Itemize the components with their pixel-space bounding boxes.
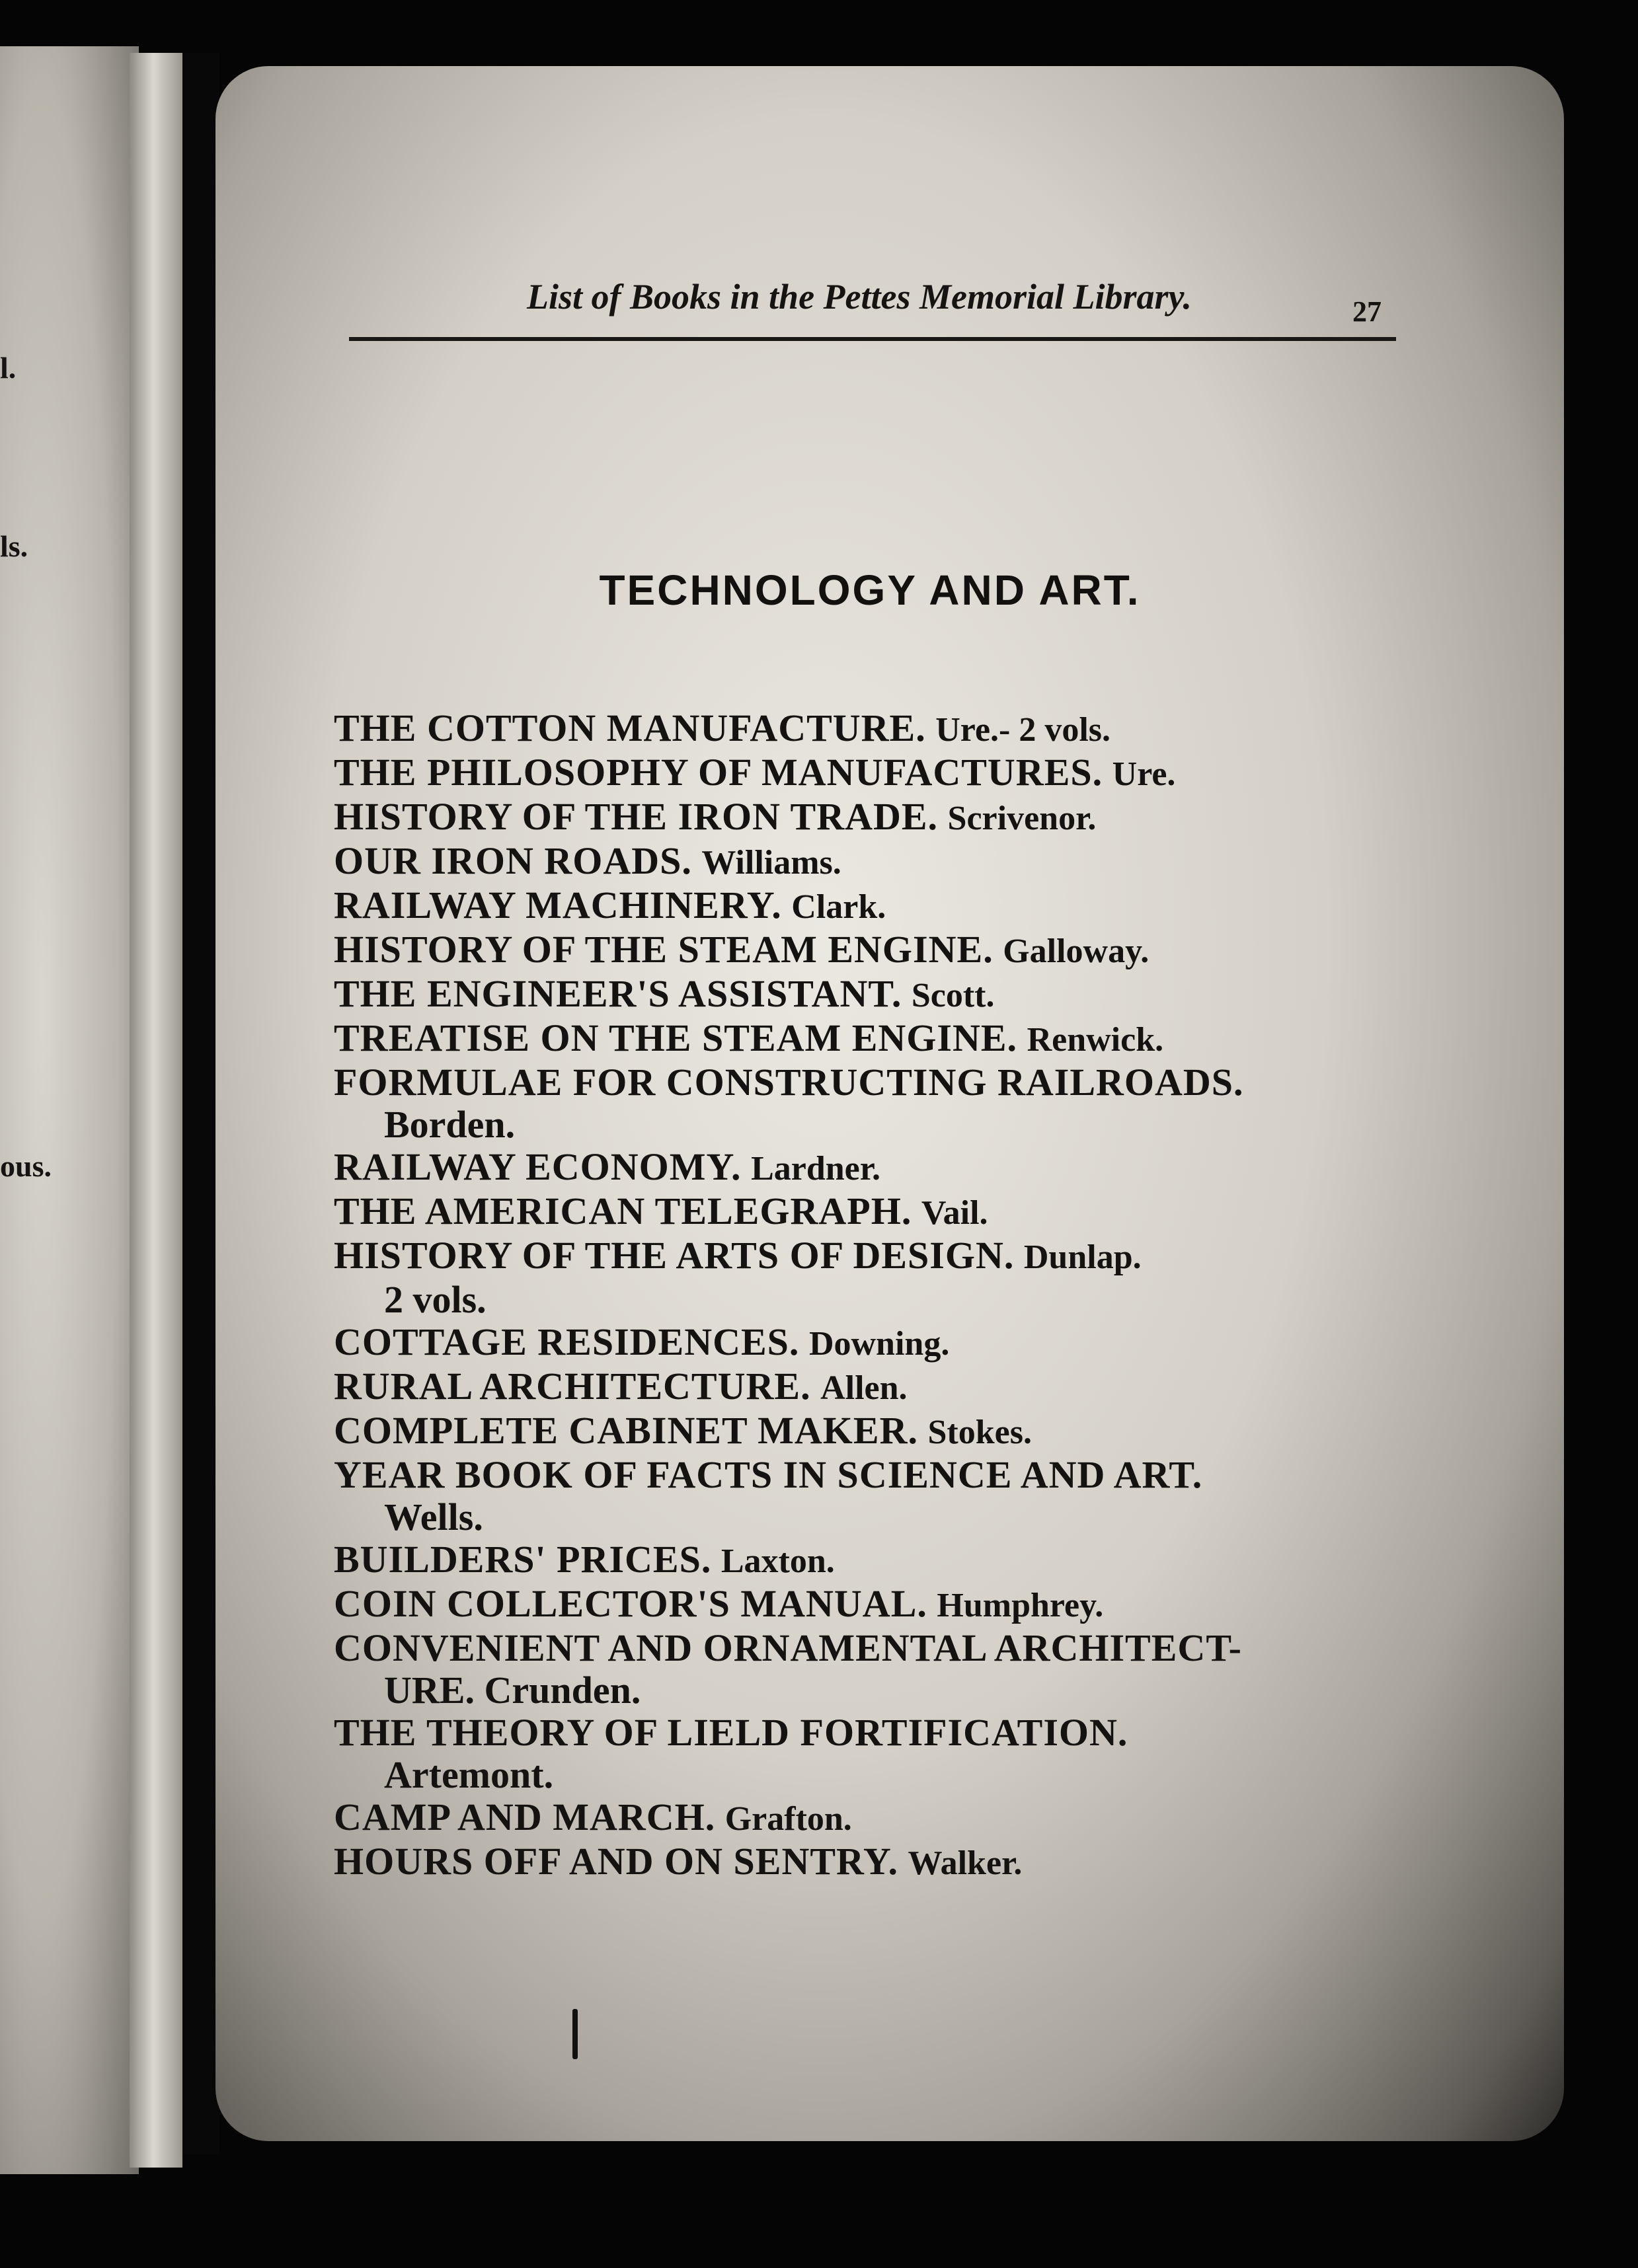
book-title: FORMULAE FOR CONSTRUCTING RAILROADS. [334,1061,1244,1104]
book-author: Grafton. [724,1800,852,1838]
left-page-fragment: ls. [0,529,28,563]
book-author: Dunlap. [1023,1238,1142,1276]
book-title: THE AMERICAN TELEGRAPH. [334,1190,912,1232]
book-title: HISTORY OF THE ARTS OF DESIGN. [334,1234,1015,1277]
book-entry [334,1538,1405,1583]
book-author: Renwick. [1027,1021,1164,1059]
book-author: Clark. [791,888,886,926]
book-entry [334,884,1405,928]
page-number: 27 [1352,295,1382,328]
book-author: Ure. [1112,755,1176,793]
book-entry [334,1061,1405,1104]
book-entry [334,1583,1405,1627]
book-entry-continuation: 2 vols. [384,1278,487,1321]
book-author: Scott. [911,977,995,1014]
book-entry [334,707,1405,751]
book-author: Walker. [908,1844,1023,1882]
book-entry [334,1796,1405,1840]
left-page-edge [0,46,139,2174]
book-author: Humphrey. [937,1587,1104,1624]
book-title: THE COTTON MANUFACTURE. [334,706,926,749]
book-entry-continuation: Artemont. [384,1753,554,1796]
book-author: Allen. [820,1369,908,1407]
book-entry [334,1410,1405,1454]
book-title: HISTORY OF THE STEAM ENGINE. [334,928,994,971]
left-page-fragment: l. [0,351,17,385]
book-author: Downing. [808,1325,950,1363]
section-heading: TECHNOLOGY AND ART. [599,566,1141,614]
book-author: Ure.- 2 vols. [935,711,1111,749]
book-author: Lardner. [751,1150,881,1188]
book-title: COIN COLLECTOR'S MANUAL. [334,1582,927,1625]
book-title: BUILDERS' PRICES. [334,1538,712,1581]
book-entry [334,796,1405,840]
header-rule [349,337,1396,341]
book-title: THE ENGINEER'S ASSISTANT. [334,972,902,1015]
book-entry [334,1454,1405,1496]
book-entry [334,1234,1405,1279]
book-entry [334,928,1405,973]
book-title: HISTORY OF THE IRON TRADE. [334,795,939,838]
left-page-fragment: ous. [0,1149,52,1183]
book-title: OUR IRON ROADS. [334,839,692,882]
book-title: CONVENIENT AND ORNAMENTAL ARCHITECT- [334,1626,1242,1669]
book-author: Laxton. [721,1542,835,1580]
book-gutter [130,53,182,2168]
book-entry-continuation: Borden. [384,1103,516,1146]
book-list [334,707,1405,1885]
book-title: THE PHILOSOPHY OF MANUFACTURES. [334,751,1103,794]
book-entry [334,751,1405,796]
book-entry [334,1840,1405,1885]
book-author: Williams. [701,844,841,882]
book-author: Galloway. [1003,932,1150,970]
book-title: RAILWAY ECONOMY. [334,1145,742,1188]
book-entry [334,1190,1405,1234]
pencil-mark [572,2009,578,2059]
book-entry [334,1017,1405,1061]
book-title: YEAR BOOK OF FACTS IN SCIENCE AND ART. [334,1453,1203,1496]
book-entry [334,1365,1405,1410]
book-author: Scrivenor. [947,800,1097,837]
book-title: TREATISE ON THE STEAM ENGINE. [334,1016,1018,1059]
book-spine-shadow [182,53,219,2154]
book-title: COMPLETE CABINET MAKER. [334,1409,918,1452]
book-author: Vail. [921,1194,988,1232]
book-entry [334,840,1405,884]
book-title: RURAL ARCHITECTURE. [334,1365,811,1408]
book-entry-continuation: URE. Crunden. [384,1669,641,1712]
book-entry [334,1627,1405,1669]
book-entry [334,973,1405,1017]
book-title: HOURS OFF AND ON SENTRY. [334,1840,898,1883]
book-title: RAILWAY MACHINERY. [334,884,782,926]
book-entry-continuation: Wells. [384,1495,483,1538]
book-title: CAMP AND MARCH. [334,1796,716,1838]
book-author: Stokes. [927,1414,1032,1451]
book-title: THE THEORY OF LIELD FORTIFICATION. [334,1711,1128,1754]
book-entry [334,1321,1405,1365]
book-entry [334,1146,1405,1190]
book-entry [334,1712,1405,1754]
book-title: COTTAGE RESIDENCES. [334,1320,800,1363]
running-header: List of Books in the Pettes Memorial Library. [527,277,1192,317]
